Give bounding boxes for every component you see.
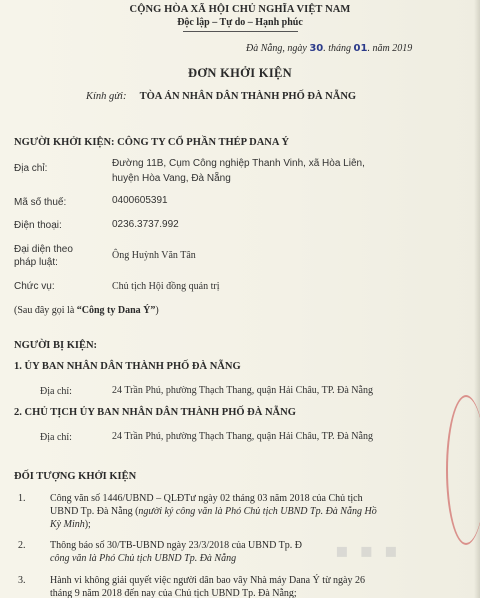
date-line: Đà Nẵng, ngày 30. tháng 01. năm 2019 [246,43,413,54]
defendant-1-address-value: 24 Trần Phú, phường Thạch Thang, quận Hải Châu, TP. Đà Nẵng [112,385,373,396]
date-month-label: tháng [328,43,352,54]
watermark-smudge: ▪ ▪ ▪ [335,538,400,562]
alias-prefix: (Sau đây gọi là [14,305,77,316]
subject-item-3-line2: tháng 9 năm 2018 đến nay của Chủ tịch UBND Tp. Đà Nẵng; [50,588,297,598]
phone-value: 0236.3737.992 [112,219,179,230]
addressee-value: TÒA ÁN NHÂN DÂN THÀNH PHỐ ĐÀ NẴNG [139,91,357,102]
subject-item-2-line2: công văn là Phó Chủ tịch UBND Tp. Đà Nẵng [50,553,237,564]
position-value: Chủ tịch Hội đồng quản trị [112,281,220,292]
red-seal-stamp [446,395,480,545]
subject-item-1-line2-plain: UBND Tp. Đà Nẵng ( [50,506,139,517]
subject-item-3-line1: Hành vi không giải quyết việc người dân bao vây Nhà máy Dana Ý từ ngày 26 [50,575,365,586]
plaintiff-address-label: Địa chỉ: [14,163,48,174]
defendant-2-address-label: Địa chỉ: [40,432,72,443]
representative-label-line2: pháp luật: [14,257,58,268]
tax-code-label: Mã số thuế: [14,197,67,208]
subject-item-1-line1: Công văn số 1446/UBND – QLĐTư ngày 02 tháng 03 năm 2018 của Chủ tịch [50,493,363,504]
alias-suffix: ) [155,305,159,316]
date-day: 30 [309,43,324,54]
subject-item-1-line2 [50,505,377,518]
defendant-1-title: 1. ỦY BAN NHÂN DÂN THÀNH PHỐ ĐÀ NẴNG [14,361,241,372]
subject-item-1-line2-italic: người ký công văn là Phó Chủ tịch UBND Tp. Đà Nẵng Hồ [138,506,377,517]
defendant-1-address-label: Địa chỉ: [40,386,72,397]
tax-code-value: 0400605391 [112,195,168,206]
motto-underline [183,31,298,32]
document-title: ĐƠN KHỞI KIỆN [188,66,292,80]
subject-item-1-line3-plain: ); [84,519,91,530]
plaintiff-address-line2: huyện Hòa Vang, Đà Nẵng [112,173,231,184]
addressee [86,91,356,102]
addressee-label: Kính gửi: [86,91,127,102]
alias-name: “Công ty Dana Ý” [76,305,156,316]
date-year: năm 2019 [372,43,413,54]
subject-item-3-number: 3. [18,575,26,586]
subject-item-1-line3 [50,518,91,531]
alias-note [14,305,159,316]
nation-heading: CỘNG HÒA XÃ HỘI CHỦ NGHĨA VIỆT NAM [129,4,351,15]
defendant-2-address-value: 24 Trần Phú, phường Thạch Thang, quận Hải Châu, TP. Đà Nẵng [112,431,373,442]
representative-label-line1: Đại diện theo [14,244,73,255]
date-month: 01 [353,43,368,54]
representative-value: Ông Huỳnh Văn Tân [112,250,196,261]
defendants-heading: NGƯỜI BỊ KIỆN: [14,340,98,351]
plaintiff-address-line1: Đường 11B, Cụm Công nghiệp Thanh Vinh, xã Hòa Liên, [112,158,365,169]
subject-heading: ĐỐI TƯỢNG KHỞI KIỆN [14,471,137,482]
position-label: Chức vụ: [14,281,55,292]
subject-item-2-line1: Thông báo số 30/TB-UBND ngày 23/3/2018 của UBND Tp. Đ [50,540,303,551]
plaintiff-heading: NGƯỜI KHỞI KIỆN: CÔNG TY CỔ PHẦN THÉP DANA Ý [14,137,290,148]
defendant-2-title: 2. CHỦ TỊCH ỦY BAN NHÂN DÂN THÀNH PHỐ ĐÀ NẴNG [14,407,296,418]
subject-item-1-number: 1. [18,493,26,504]
subject-item-1-line3-italic: Kỳ Minh [50,519,85,530]
motto: Độc lập – Tự do – Hạnh phúc [177,17,303,28]
date-prefix: Đà Nẵng, ngày [246,43,307,54]
subject-item-2-number: 2. [18,540,26,551]
phone-label: Điện thoại: [14,220,62,231]
